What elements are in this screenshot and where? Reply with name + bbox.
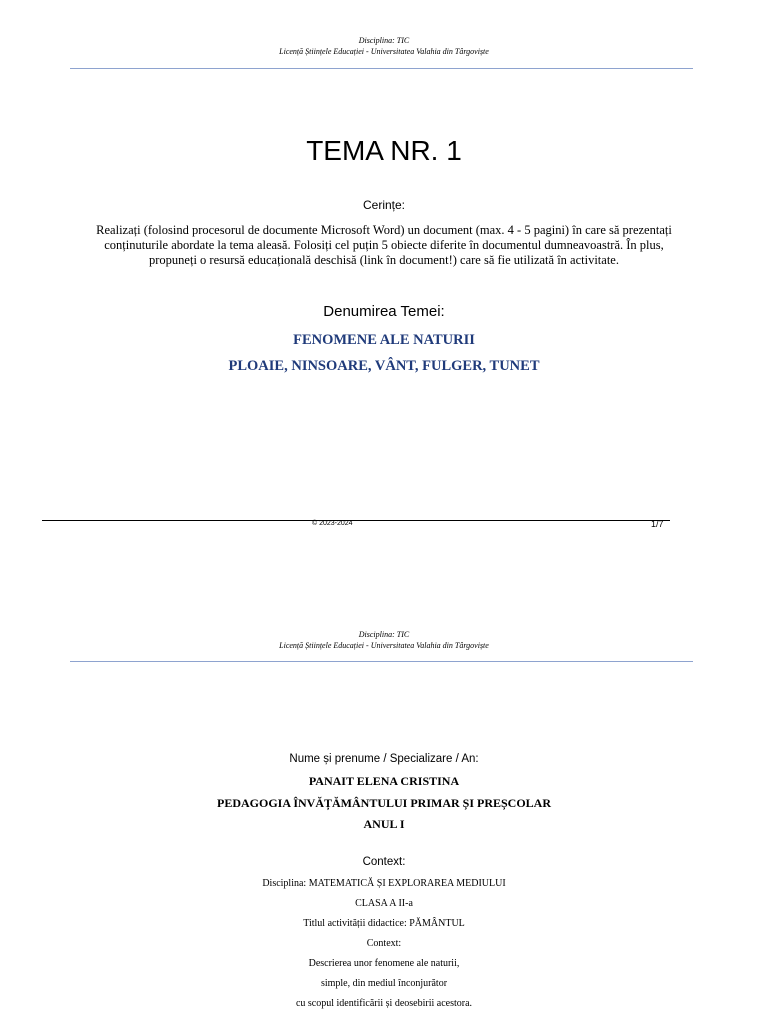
header-discipline: Disciplina: TIC [358,36,410,45]
description-line: simple, din mediul înconjurător [320,978,448,989]
header-rule [70,68,693,69]
requirements-text [62,223,706,268]
class: CLASA A II-a [355,898,413,909]
context-label: Context: [362,856,406,868]
topic-label: Denumirea Temei: [323,303,445,320]
description-line: cu scopul identificării și deosebirii acestora. [295,998,473,1009]
study-year: ANUL I [363,817,405,831]
requirements-line: propuneți o resursă educațională deschisă (link în document!) care să fie utilizată în activitate. [149,253,619,267]
page-title: TEMA NR. 1 [306,135,462,166]
activity-title: Titlul activității didactice: PĂMÂNTUL [303,918,465,929]
topic-line-1: FENOMENE ALE NATURII [293,332,475,348]
footer-rule [42,520,670,521]
name-label: Nume și prenume / Specializare / An: [289,753,479,765]
specialization: PEDAGOGIA ÎNVĂȚĂMÂNTULUI PRIMAR ȘI PREȘCOLAR [216,796,552,810]
header-institution: Licență Științele Educației - Universitatea Valahia din Târgoviște [279,641,489,650]
header-discipline: Disciplina: TIC [358,630,410,639]
context-sub: Context: [366,938,402,949]
requirements-label: Cerințe: [362,198,406,212]
description-line: Descrierea unor fenomene ale naturii, [308,958,460,969]
topic-line-2: PLOAIE, NINSOARE, VÂNT, FULGER, TUNET [228,358,540,374]
page-number: 1/7 [651,519,664,529]
header-institution: Licență Științele Educației - Universitatea Valahia din Târgoviște [279,47,489,56]
requirements-line: conținuturile abordate la tema aleasă. Folosiți cel puțin 5 obiecte diferite în documentul dumneavoastră. În plus, [104,238,664,252]
discipline: Disciplina: MATEMATICĂ ȘI EXPLORAREA MEDIULUI [262,878,506,889]
header-rule [70,661,693,662]
requirements-line: Realizați (folosind procesorul de documente Microsoft Word) un document (max. 4 - 5 pagini) în care să prezentați [96,223,672,237]
footer-copyright: © 2023-2024 [312,520,353,527]
student-name: PANAIT ELENA CRISTINA [308,774,460,788]
